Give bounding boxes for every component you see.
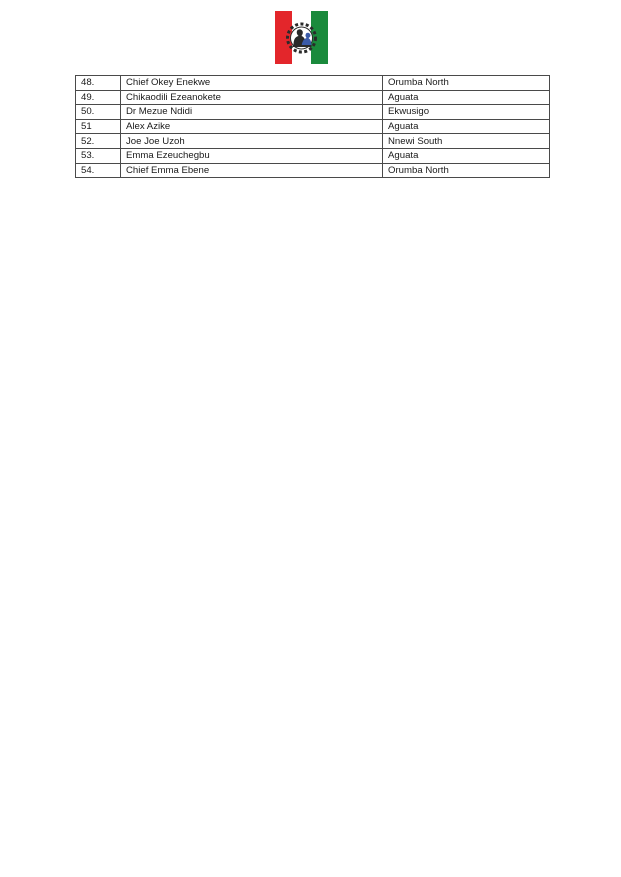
row-number: 53. bbox=[76, 148, 121, 163]
member-name: Dr Mezue Ndidi bbox=[121, 105, 383, 120]
member-name: Emma Ezeuchegbu bbox=[121, 148, 383, 163]
member-name: Chief Okey Enekwe bbox=[121, 76, 383, 91]
row-number: 54. bbox=[76, 163, 121, 178]
row-number: 49. bbox=[76, 90, 121, 105]
table-row bbox=[76, 148, 550, 163]
lga-name: Ekwusigo bbox=[383, 105, 550, 120]
member-name: Alex Azike bbox=[121, 119, 383, 134]
table-row bbox=[76, 105, 550, 120]
lga-name: Nnewi South bbox=[383, 134, 550, 149]
table-row bbox=[76, 119, 550, 134]
row-number: 52. bbox=[76, 134, 121, 149]
lga-name: Aguata bbox=[383, 148, 550, 163]
table-row bbox=[76, 163, 550, 178]
member-name: Joe Joe Uzoh bbox=[121, 134, 383, 149]
lga-name: Orumba North bbox=[383, 163, 550, 178]
row-number: 51 bbox=[76, 119, 121, 134]
lga-name: Aguata bbox=[383, 119, 550, 134]
lga-name: Aguata bbox=[383, 90, 550, 105]
member-name: Chief Emma Ebene bbox=[121, 163, 383, 178]
member-name: Chikaodili Ezeanokete bbox=[121, 90, 383, 105]
row-number: 48. bbox=[76, 76, 121, 91]
table-row bbox=[76, 134, 550, 149]
row-number: 50. bbox=[76, 105, 121, 120]
table-row bbox=[76, 76, 550, 91]
member-roster-table bbox=[75, 75, 550, 178]
cog-emblem-icon bbox=[275, 11, 328, 64]
party-emblem-logo bbox=[275, 11, 328, 64]
lga-name: Orumba North bbox=[383, 76, 550, 91]
table-row bbox=[76, 90, 550, 105]
roster-body bbox=[76, 76, 550, 178]
